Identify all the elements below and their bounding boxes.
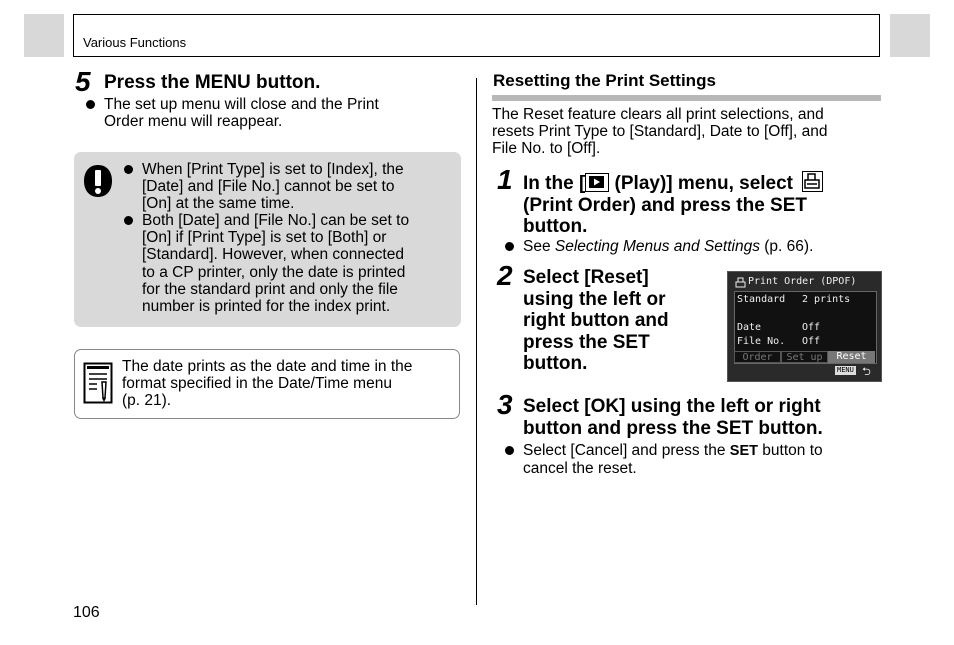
bullet-line: [On] at the same time. — [142, 195, 295, 213]
lcd-row-label: File No. — [737, 336, 786, 347]
step-1-number: 1 — [497, 164, 513, 195]
section-title: Resetting the Print Settings — [493, 71, 716, 90]
bullet-text: cancel the reset. — [523, 460, 637, 478]
bullet-reference: Selecting Menus and Settings — [554, 238, 760, 255]
lcd-row-value: Off — [802, 336, 821, 347]
bullet-text: button to — [758, 442, 823, 459]
print-icon — [735, 277, 746, 288]
intro-line: File No. to [Off]. — [492, 140, 601, 158]
memo-line: The date prints as the date and time in the — [122, 358, 413, 375]
step-1-title-part: (Play)] menu, select — [609, 173, 799, 194]
column-divider — [476, 78, 477, 605]
step-1-title-line2: (Print Order) and press the SET — [523, 194, 807, 216]
bullet-line: number is printed for the index print. — [142, 298, 391, 316]
step-3-title — [523, 396, 823, 439]
set-button-label: SET — [729, 443, 758, 459]
section-intro — [492, 106, 827, 158]
step-1-title-part: In the [ — [523, 173, 586, 194]
section-underline — [492, 95, 881, 101]
bullet-line: The set up menu will close and the Print — [104, 96, 379, 113]
step-2-title-line: right button and — [523, 310, 669, 331]
step-2-title-line: using the left or — [523, 288, 666, 310]
memo-text — [122, 358, 412, 410]
bullet-text: (p. 66). — [759, 238, 814, 255]
play-icon — [585, 173, 609, 192]
lcd-tab-order: Order — [734, 351, 781, 363]
caution-box — [74, 152, 461, 327]
page-number: 106 — [73, 604, 100, 621]
bullet-line: When [Print Type] is set to [Index], the — [142, 161, 404, 178]
bullet-dot — [124, 165, 133, 174]
memo-line: (p. 21). — [122, 392, 172, 410]
step-2-title-line: button. — [523, 353, 588, 374]
bullet-line: Both [Date] and [File No.] can be set to — [142, 212, 410, 229]
bullet-dot — [86, 100, 95, 109]
lcd-row-value: 2 prints — [802, 294, 851, 305]
step-5-number: 5 — [75, 66, 91, 97]
bullet-line: for the standard print and only the file — [142, 280, 398, 298]
bullet-text: Select [Cancel] and press the — [523, 442, 730, 459]
memo-box — [74, 349, 460, 419]
lcd-row-value: Off — [802, 322, 821, 333]
lcd-row-label: Date — [737, 322, 762, 333]
lcd-tab-setup: Set up — [781, 351, 828, 363]
header-tab-left — [24, 14, 64, 57]
bullet-line: [On] if [Print Type] is set to [Both] or — [142, 229, 387, 247]
header-tab-right — [890, 14, 930, 57]
camera-lcd-screen — [727, 271, 882, 382]
step-3-number: 3 — [497, 389, 513, 420]
step-2-title — [523, 267, 669, 375]
caution-icon — [82, 164, 114, 198]
step-2-title-line: Select [Reset] — [523, 267, 649, 288]
step-1-title-line3: button. — [523, 216, 588, 237]
return-arrow-icon: ⮌ — [862, 365, 871, 378]
memo-line: format specified in the Date/Time menu — [122, 375, 392, 393]
memo-icon — [83, 362, 113, 404]
bullet-line: [Standard]. However, when connected — [142, 246, 404, 264]
step-2-number: 2 — [497, 260, 513, 291]
lcd-row-label: Standard — [737, 294, 786, 305]
lcd-title: Print Order (DPOF) — [748, 276, 857, 287]
bullet-dot — [124, 216, 133, 225]
lcd-tab-reset: Reset — [828, 351, 875, 363]
step-3-title-line: Select [OK] using the left or right — [523, 396, 821, 417]
print-order-icon — [802, 171, 823, 192]
bullet-dot — [505, 446, 514, 455]
bullet-text: See — [523, 238, 555, 255]
step-5-title: Press the MENU button. — [104, 72, 321, 93]
header-title: Various Functions — [83, 35, 187, 50]
page-header — [73, 14, 880, 57]
step-2-title-line: press the SET — [523, 331, 650, 353]
intro-line: resets Print Type to [Standard], Date to [Off], and — [492, 123, 828, 141]
intro-line: The Reset feature clears all print selections, and — [492, 106, 824, 123]
lcd-tab-bar — [734, 351, 875, 363]
step-3-title-line: button and press the SET button. — [523, 417, 823, 439]
bullet-line: [Date] and [File No.] cannot be set to — [142, 178, 395, 196]
bullet-line: Order menu will reappear. — [104, 113, 283, 131]
step-1-title — [523, 171, 823, 238]
bullet-line: to a CP printer, only the date is printed — [142, 263, 406, 281]
lcd-menu-label: MENU — [837, 366, 854, 374]
bullet-dot — [505, 242, 514, 251]
